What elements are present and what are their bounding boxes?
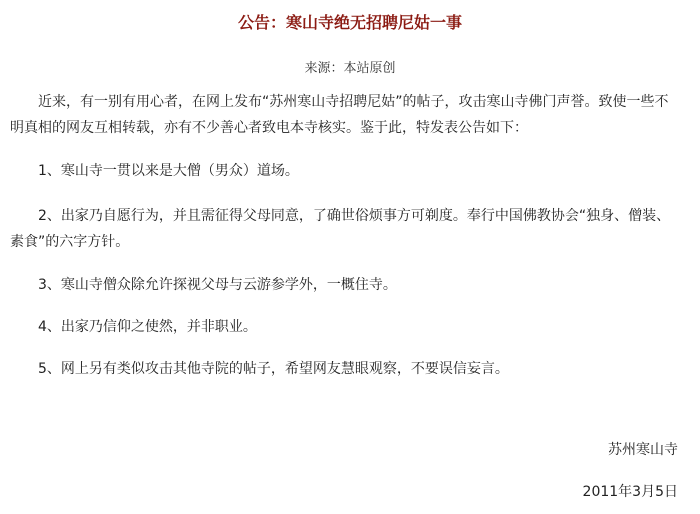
signature: 苏州寒山寺 [608, 442, 678, 458]
notice-item-2: 2、出家乃自愿行为，并且需征得父母同意，了确世俗烦事方可剃度。奉行中国佛教协会“独身、僧装、素食”的六字方针。 [10, 208, 671, 250]
notice-title: 公告：寒山寺绝无招聘尼姑一事 [237, 13, 462, 32]
notice-item-3: 3、寒山寺僧众除允许探视父母与云游参学外，一概住寺。 [38, 277, 397, 293]
source-line: 来源：本站原创 [304, 61, 396, 76]
intro-paragraph: 近来，有一别有用心者，在网上发布“苏州寒山寺招聘尼姑”的帖子，攻击寒山寺佛门声誉。致使一些不明真相的网友互相转载，亦有不少善心者致电本寺核实。鉴于此，特发表公告如下： [10, 94, 669, 136]
notice-item-5: 5、网上另有类似攻击其他寺院的帖子，希望网友慧眼观察，不要误信妄言。 [38, 361, 509, 377]
notice-date: 2011年3月5日 [582, 484, 678, 500]
notice-item-4: 4、出家乃信仰之使然，并非职业。 [38, 319, 257, 335]
notice-item-1: 1、寒山寺一贯以来是大僧（男众）道场。 [38, 163, 299, 179]
